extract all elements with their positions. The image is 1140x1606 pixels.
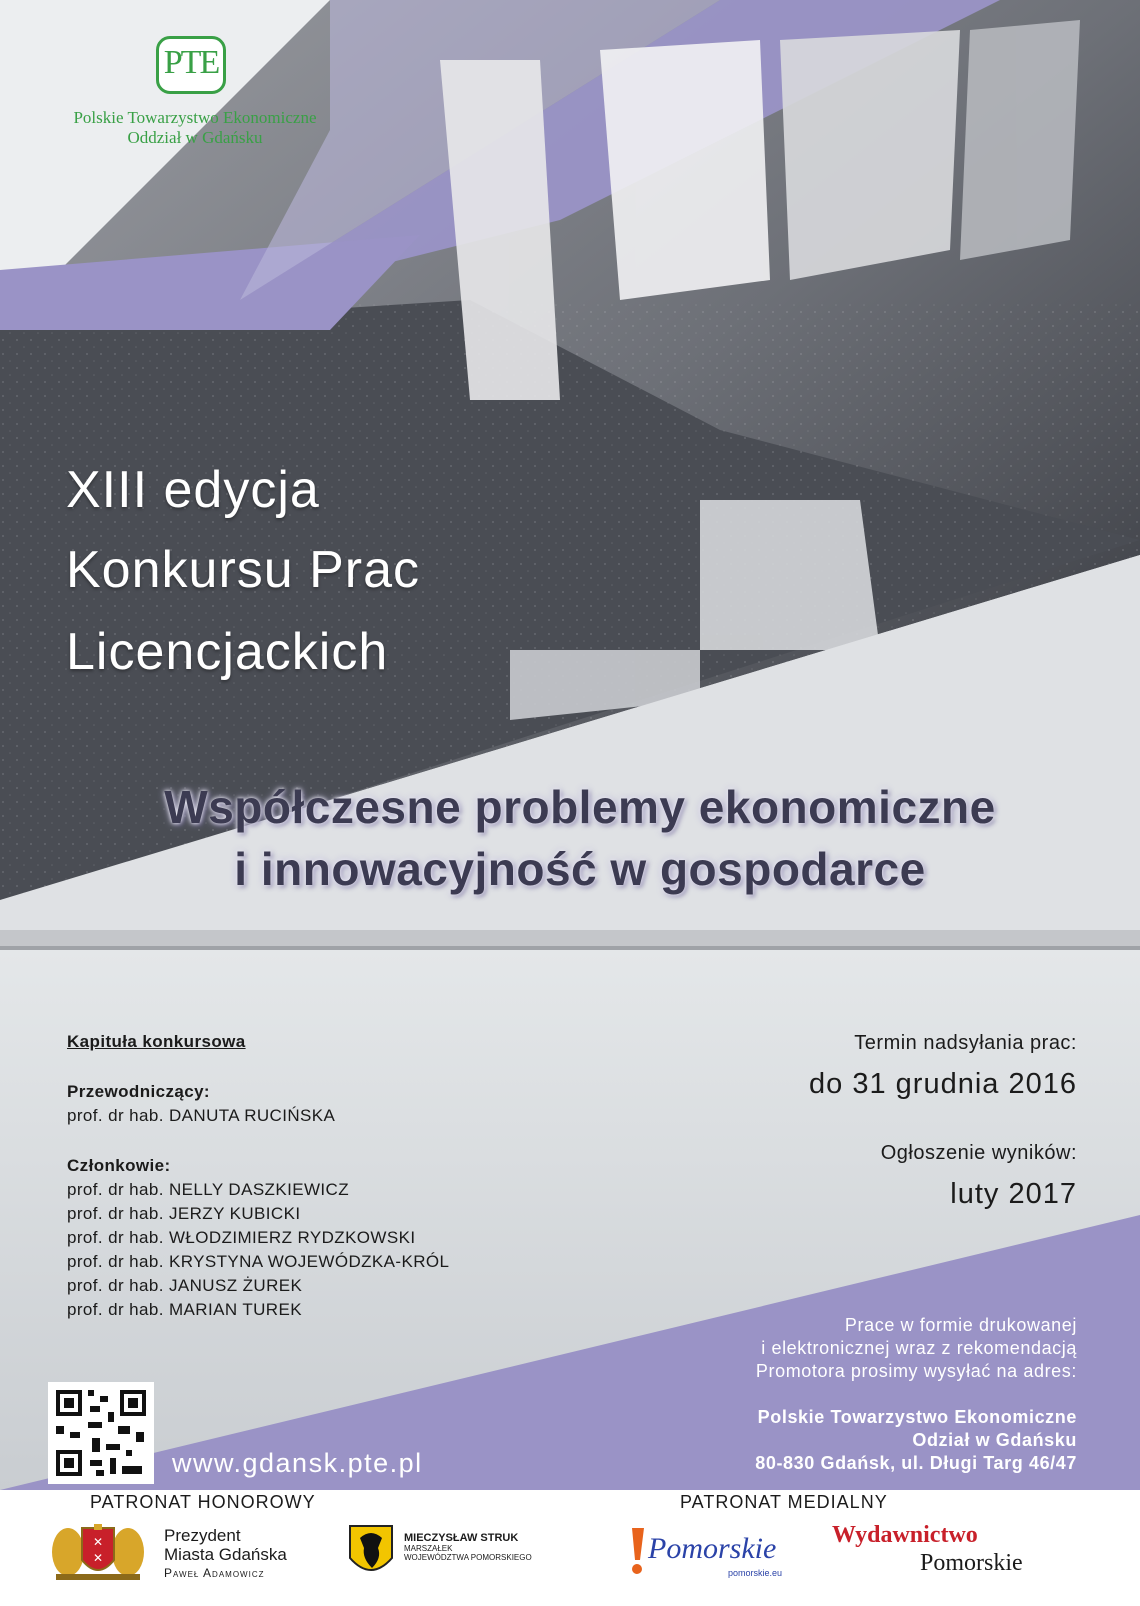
submission-line2: i elektronicznej wraz z rekomendacją: [761, 1338, 1077, 1358]
jury-member: prof. dr hab. WŁODZIMIERZ RYDZKOWSKI: [67, 1228, 416, 1247]
honorary-patronage-label: PATRONAT HONOROWY: [90, 1492, 316, 1512]
qr-code-icon: [48, 1382, 154, 1484]
results-label: Ogłoszenie wyników:: [880, 1142, 1077, 1164]
svg-text:✕: ✕: [92, 1535, 104, 1549]
jury-member: prof. dr hab. JERZY KUBICKI: [67, 1204, 301, 1223]
jury-heading: Kapituła konkursowa: [67, 1032, 246, 1051]
title-line1: XIII edycja: [66, 461, 320, 519]
address-line2: Odział w Gdańsku: [912, 1430, 1077, 1450]
mayor-line2: Miasta Gdańska: [164, 1545, 287, 1564]
org-name-line1: Polskie Towarzystwo Ekonomiczne: [73, 108, 317, 127]
jury-member: prof. dr hab. NELLY DASZKIEWICZ: [67, 1180, 349, 1199]
wydawnictwo-logo-line1: Wydawnictwo: [832, 1522, 978, 1548]
jury-member: prof. dr hab. MARIAN TUREK: [67, 1300, 302, 1319]
pte-logo: PTE: [163, 44, 219, 81]
wydawnictwo-logo-line2: Pomorskie: [920, 1550, 1023, 1576]
mayor-line1: Prezydent: [164, 1526, 241, 1545]
jury-member: prof. dr hab. JANUSZ ŻUREK: [67, 1276, 303, 1295]
subtitle-line2: i innowacyjność w gospodarce: [234, 843, 926, 895]
jury-members-label: Członkowie:: [67, 1156, 171, 1175]
title-line2: Konkursu Prac: [66, 541, 421, 599]
marshal-line3: WOJEWÓDZTWA POMORSKIEGO: [404, 1553, 532, 1562]
marshal-line1: MIECZYSŁAW STRUK: [404, 1532, 519, 1544]
jury-chair: prof. dr hab. DANUTA RUCIŃSKA: [67, 1106, 336, 1125]
pomorskie-crest-icon: [348, 1524, 394, 1580]
address-line3: 80-830 Gdańsk, ul. Długi Targ 46/47: [755, 1453, 1077, 1473]
exclamation-logo-icon: [626, 1526, 648, 1576]
title-line3: Licencjackich: [66, 623, 389, 681]
svg-text:✕: ✕: [92, 1551, 104, 1565]
marshal-patron: [404, 1532, 532, 1562]
results-value: luty 2017: [950, 1178, 1077, 1210]
media-patronage-label: PATRONAT MEDIALNY: [680, 1492, 888, 1512]
website-link[interactable]: www.gdansk.pte.pl: [172, 1448, 423, 1478]
address-line1: Polskie Towarzystwo Ekonomiczne: [757, 1407, 1077, 1427]
jury-chair-label: Przewodniczący:: [67, 1082, 210, 1101]
submission-line3: Promotora prosimy wysyłać na adres:: [755, 1361, 1077, 1381]
pomorskie-media-logo: Pomorskie: [648, 1532, 777, 1565]
subtitle-line1: Współczesne problemy ekonomiczne: [164, 781, 996, 833]
deadline-value: do 31 grudnia 2016: [809, 1068, 1077, 1100]
mayor-line3: Paweł Adamowicz: [164, 1566, 265, 1580]
mayor-patron: [164, 1526, 287, 1583]
gdansk-crest-icon: [48, 1520, 148, 1582]
submission-line1: Prace w formie drukowanej: [844, 1315, 1077, 1335]
deadline-label: Termin nadsyłania prac:: [854, 1032, 1077, 1054]
org-name-line2: Oddział w Gdańsku: [127, 128, 263, 147]
pomorskie-media-url: pomorskie.eu: [728, 1568, 783, 1578]
marshal-line2: MARSZAŁEK: [404, 1544, 453, 1553]
organization-name: [30, 108, 360, 148]
qr-code[interactable]: [48, 1382, 154, 1484]
jury-member: prof. dr hab. KRYSTYNA WOJEWÓDZKA-KRÓL: [67, 1252, 450, 1271]
